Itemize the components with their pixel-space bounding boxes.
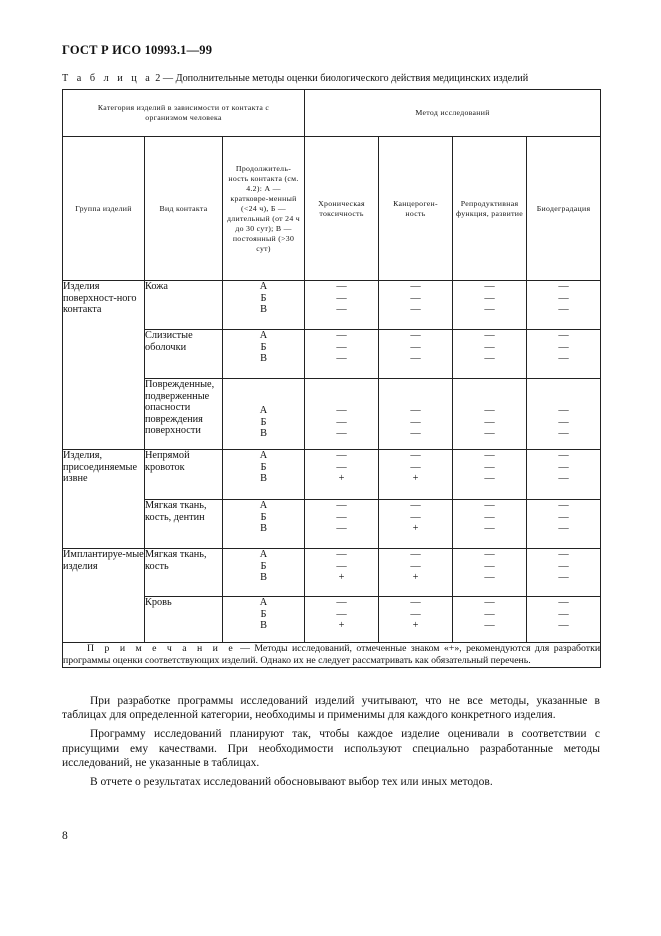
contact-cell: Кожа bbox=[145, 281, 223, 330]
paragraph: При разработке программы исследований изделий учитывают, что не все методы, указанные в таблицах для определенной категории, необходимы и применимы для каждого конкретного изделия. bbox=[62, 695, 600, 722]
contact-cell: Поврежденные, подверженные опасности повреждения поверхности bbox=[145, 379, 223, 450]
carcino-cell: — — — bbox=[379, 281, 453, 330]
carcino-cell: — — + bbox=[379, 450, 453, 500]
contact-cell: Непрямой кровоток bbox=[145, 450, 223, 500]
repro-cell: — — — bbox=[453, 450, 527, 500]
carcino-cell: — — + bbox=[379, 597, 453, 643]
repro-cell: — — — bbox=[453, 330, 527, 379]
table-note bbox=[63, 643, 601, 668]
table-caption-text: 2 — Дополнительные методы оценки биологического действия медицинских изделий bbox=[155, 73, 529, 84]
duration-cell: А Б В bbox=[223, 281, 305, 330]
biodeg-cell: — — — bbox=[527, 330, 601, 379]
chronic-cell: — — + bbox=[305, 597, 379, 643]
note-label: П р и м е ч а н и е bbox=[87, 643, 236, 654]
carcino-cell: — — + bbox=[379, 500, 453, 549]
methods-table bbox=[62, 89, 601, 668]
carcino-cell: — — — bbox=[379, 330, 453, 379]
document-header: ГОСТ Р ИСО 10993.1—99 bbox=[62, 43, 213, 57]
biodeg-cell: — — — bbox=[527, 379, 601, 450]
table-row bbox=[63, 549, 601, 597]
paragraph: Программу исследований планируют так, чтобы каждое изделие оценивали в соответствии с присущими ему качествами. При необходимости используют специально разработанные методы исследований, не указанные в таблицах. bbox=[62, 728, 600, 769]
biodeg-cell: — — — bbox=[527, 549, 601, 597]
chronic-cell: — — + bbox=[305, 450, 379, 500]
table-row bbox=[63, 281, 601, 330]
contact-cell: Кровь bbox=[145, 597, 223, 643]
duration-cell: А Б В bbox=[223, 549, 305, 597]
paragraph: В отчете о результатах исследований обосновывают выбор тех или иных методов. bbox=[90, 776, 493, 789]
chronic-cell: — — — bbox=[305, 330, 379, 379]
group-cell: Имплантируе-мые изделия bbox=[63, 549, 145, 643]
duration-cell: А Б В bbox=[223, 500, 305, 549]
repro-cell: — — — bbox=[453, 549, 527, 597]
duration-cell: А Б В bbox=[223, 597, 305, 643]
contact-cell: Слизистые оболочки bbox=[145, 330, 223, 379]
biodeg-cell: — — — bbox=[527, 281, 601, 330]
header-method: Метод исследований bbox=[305, 90, 601, 137]
table-row bbox=[63, 450, 601, 500]
chronic-cell: — — + bbox=[305, 549, 379, 597]
table-caption-label: Т а б л и ц а bbox=[62, 73, 153, 84]
chronic-cell: — — — bbox=[305, 500, 379, 549]
col-header-contact: Вид контакта bbox=[145, 137, 223, 281]
duration-cell: А Б В bbox=[223, 330, 305, 379]
carcino-cell: — — — bbox=[379, 379, 453, 450]
biodeg-cell: — — — bbox=[527, 450, 601, 500]
group-cell: Изделия поверхност-ного контакта bbox=[63, 281, 145, 450]
page-number: 8 bbox=[62, 830, 68, 842]
duration-cell: А Б В bbox=[223, 450, 305, 500]
group-cell: Изделия, присоединяемые извне bbox=[63, 450, 145, 549]
contact-cell: Мягкая ткань, кость bbox=[145, 549, 223, 597]
chronic-cell: — — — bbox=[305, 379, 379, 450]
repro-cell: — — — bbox=[453, 379, 527, 450]
repro-cell: — — — bbox=[453, 597, 527, 643]
col-header-group: Группа изделий bbox=[63, 137, 145, 281]
col-header-carcinogenicity: Канцероген-ность bbox=[379, 137, 453, 281]
header-category: Категория изделий в зависимости от контакта с организмом человека bbox=[63, 90, 305, 137]
carcino-cell: — — + bbox=[379, 549, 453, 597]
repro-cell: — — — bbox=[453, 281, 527, 330]
biodeg-cell: — — — bbox=[527, 597, 601, 643]
chronic-cell: — — — bbox=[305, 281, 379, 330]
duration-cell: А Б В bbox=[223, 379, 305, 450]
col-header-duration: Продолжитель-ность контакта (см. 4.2): А — кратковре-менный (<24 ч), Б — длительный (от 24 ч до 30 сут); В — постоянный (>30 сут) bbox=[223, 137, 305, 281]
body-text bbox=[62, 694, 600, 794]
table-note-row bbox=[63, 643, 601, 668]
table-caption bbox=[62, 73, 602, 84]
col-header-reproductive: Репродуктивная функция, развитие bbox=[453, 137, 527, 281]
contact-cell: Мягкая ткань, кость, дентин bbox=[145, 500, 223, 549]
note-text: — Методы исследований, отмеченные знаком «+», рекомендуются для разработки программы оценки соответствующих изделий. Однако их не следует рассматривать как обязательный перечень. bbox=[63, 643, 601, 666]
col-header-chronic: Хроническая токсичность bbox=[305, 137, 379, 281]
col-header-biodegradation: Биодеградация bbox=[527, 137, 601, 281]
repro-cell: — — — bbox=[453, 500, 527, 549]
biodeg-cell: — — — bbox=[527, 500, 601, 549]
